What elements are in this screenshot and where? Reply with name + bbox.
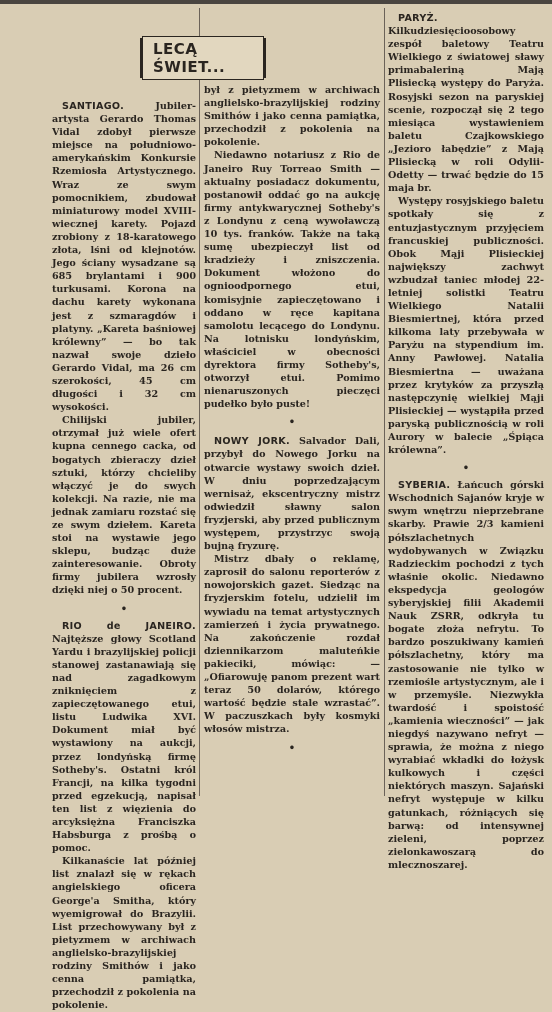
- article-heading: SYBERIA.: [398, 480, 451, 492]
- article-heading: NOWY JORK.: [214, 436, 290, 448]
- column-rule-2: [384, 8, 385, 796]
- separator: •: [462, 463, 470, 475]
- column-1: [52, 100, 196, 1012]
- article-paragraph-continued: był z pietyzmem w archiwach anglielsko-brazylijskiej rodziny Smithów i jako cenna pamiątka, przechodził z pokolenia na pokolenie.: [204, 85, 380, 149]
- article-paragraph: Jubiler-artysta Gerardo Thomas Vidal zdobył pierwsze miejsce na południowo-amerykańskim Konkursie Rzemiosła Artystycznego. Wraz ze swym pomocnikiem, zbudował miniaturowy model XVIII-wiecznej karety. Pojazd zrobiony z 18-karatowego złota, lśni od klejnotów. Jego ściany wysadzane są 685 brylantami i 900 turkusami. Korona na dachu karety wykonana jest z szmaragdów i platyny. „Kareta baśniowej królewny” — bo tak nazwał swoje dzieło Gerardo Vidal, ma 26 cm szerokości, 45 cm długości i 32 cm wysokości.: [52, 101, 196, 414]
- article-rio: [52, 620, 196, 1012]
- article-santiago: [52, 100, 196, 598]
- column-rule-1: [199, 8, 200, 796]
- top-rule: [0, 0, 552, 4]
- article-heading: SANTIAGO.: [62, 101, 125, 112]
- article-paragraph: Niedawno notariusz z Rio de Janeiro Ruy Torreao Smith — aktualny posiadacz dokumentu, postanowił oddać go na aukcję firmy antykwarycznej Sotheby's z Londynu z ceną wywoławczą 10 tys. franków. Także na taką sumę ubezpieczył list od kradzieży i zniszczenia. Dokument włożono do ognioodpornego etui, komisyjnie zapieczętowano i oddano w ręce kapitana samolotu lecącego do Londynu. Na lotnisku londyńskim, właściciel w obecności dyrektora firmy Sotheby's, otworzył etui. Pomimo nienaruszonych pieczęci pudełko było puste!: [204, 150, 380, 411]
- article-paragraph: Salvador Dali, przybył do Nowego Jorku na otwarcie wystawy swoich dzieł. W dniu poprzedzającym wernisaż, ekscentryczny mistrz odwiedził sławny salon fryzjerski, aby przed publicznym występem, przystrzyc swoją bujną fryzurę.: [204, 436, 380, 553]
- column-3: [388, 12, 544, 872]
- article-heading: RIO de JANEIRO.: [62, 620, 196, 632]
- article-paragraph: Występy rosyjskiego baletu spotkały się z entuzjastycznym przyjęciem francuskiej publiczności. Obok Mąji Plisieckiej największy zachwyt wzbudzał taniec młodej 22-letniej solistki Teatru Wielkiego Natalii Biesmiertnej, która przed kilkoma laty przebywała w Paryżu na stypendium im. Anny Pawłowej. Natalia Biesmiertna — uważana przez krytyków za przyszłą następczynię wielkiej Mąji Plisieckiej — wystąpiła przed paryską publicznością w roli Aurory w balecie „Śpiąca królewna”.: [388, 196, 544, 457]
- column-2: [204, 84, 380, 755]
- article-paragraph-part: Kilkanaście lat później list znalazł się w rękach angielskiego oficera George'a Smitha, który wyemigrował do Brazylii. List przechowywany był z pietyzmem w archiwach anglielsko-brazylijskiej rodziny Smithów i jako cenna pamiątka, przechodził z pokolenia na pokolenie.: [52, 856, 196, 1012]
- article-paragraph: Najtęższe głowy Scotland Yardu i brazylijskiej policji stanowej zastanawiają się nad zagadkowym zniknięciem z zapieczętowanego etui, listu Ludwika XVI. Dokument miał być wystawiony na aukcji, przez londyńską firmę Sotheby's. Ostatni król Francji, na kilka tygodni przed egzekucją, napisał ten list z więzienia do arcyksiężna Franciszka Habsburga z prośbą o pomoc.: [52, 633, 196, 855]
- article-new-york: [204, 435, 380, 736]
- separator: •: [288, 742, 296, 754]
- article-heading: PARYŻ.: [398, 13, 438, 24]
- article-siberia: [388, 479, 544, 872]
- headline-box: [140, 38, 266, 78]
- article-paris: [388, 12, 544, 457]
- headline: LECĄ ŚWIET...: [142, 36, 264, 80]
- article-paragraph: Kilkudziesięcioosobowy zespół baletowy Teatru Wielkiego z światowej sławy primabaleriną Mają Plisiecką występy do Paryża. Rosyjski sezon na paryskiej scenie, rozpoczął się 2 tego miesiąca wystawieniem baletu Czajkowskiego „Jezioro łabędzie” z Mają Plisiecką w roli Odylii-Odetty — trwać będzie do 15 maja br.: [388, 26, 544, 195]
- article-paragraph: Łańcuch górski Wschodnich Sajanów kryje w swym wnętrzu nieprzebrane skarby. Prawie 2/3 kamieni półszlachetnych wydobywanych w Związku Radzieckim pochodzi z tych właśnie okolic. Niedawno ekspedycja geologów syberyjskiej filii Akademii Nauk ZSRR, odkryła tu bogate złoża nefrytu. To bardzo poszukiwany kamień półszlachetny, który ma zastosowanie nie tylko w rzemiośle artystycznym, ale i w przemyśle. Niezwykła twardość i spoistość „kamienia wieczności” — jak niegdyś nazywano nefryt — sprawia, że można z niego wyrabiać wkładki do łożysk kulkowych i części niektórych maszyn. Sajański nefryt występuje w kilku gatunkach, różniących się barwą: od intensywnej zieleni, poprzez zielonkawoszarą do mlecznoszarej.: [388, 480, 544, 871]
- article-paragraph: Mistrz dbały o reklamę, zaprosił do salonu reporterów z nowojorskich gazet. Siedząc na fryzjerskim fotelu, udzielił im wywiadu na temat artystycznych zamierzeń i życia prywatnego. Na zakończenie rozdał dziennikarzom maluteńkie pakieciki, mówiąc: — „Ofiarowuję panom prezent wart teraz 50 dolarów, którego wartość będzie stale wzrastać”. W paczuszkach były kosmyki włosów mistrza.: [204, 554, 380, 736]
- separator: •: [288, 417, 296, 429]
- separator: •: [120, 603, 128, 615]
- article-paragraph: Chilijski jubiler, otrzymał już wiele ofert kupna cennego cacka, od bogatych zbieraczy dzieł sztuki, którzy chcieliby włączyć je do swych kolekcji. Na razie, nie ma jednak zamiaru rozstać się ze swym dziełem. Kareta stoi na wystawie jego sklepu, budząc duże zainteresowanie. Obroty firmy jubilera wzrosły dzięki niej o 50 procent.: [52, 415, 196, 597]
